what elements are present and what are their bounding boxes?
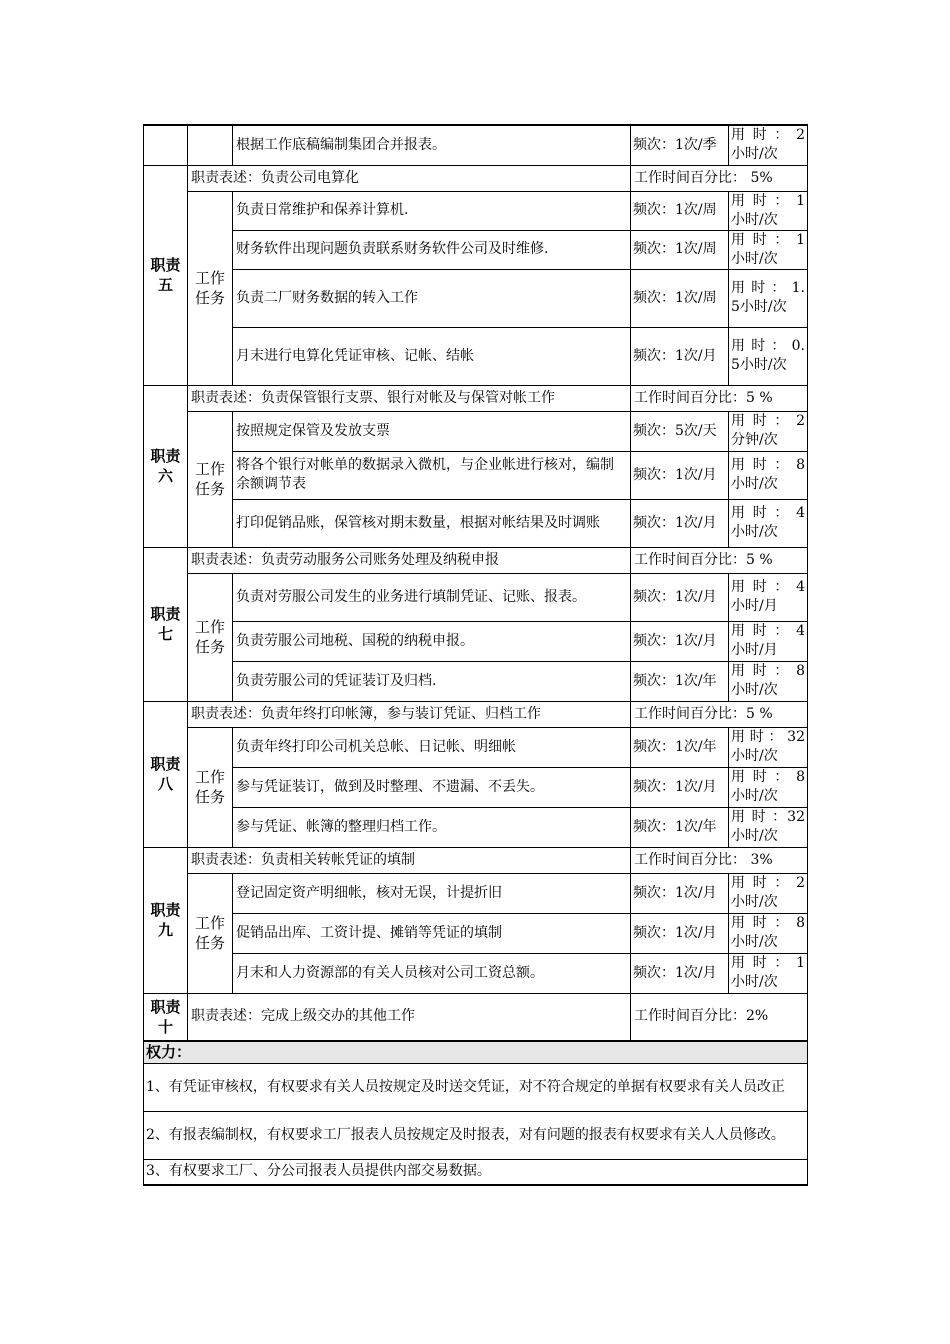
task-duration: 用 时 ： 2 分钟/次 [729, 411, 808, 451]
power-item: 2、有报表编制权，有权要求工厂报表人员按规定及时报表，对有问题的报表有权要求有关人人员修改。 [144, 1111, 808, 1159]
list-item [144, 1063, 808, 1111]
table-row [144, 661, 808, 701]
task-frequency: 频次：5次/天 [631, 411, 729, 451]
task-frequency: 频次：1次/月 [631, 953, 729, 993]
table-row [144, 953, 808, 993]
task-duration: 用 时 ： 8 小时/次 [729, 913, 808, 953]
duty-description: 职责表述：负责劳动服务公司账务处理及纳税申报 [188, 547, 631, 573]
task-duration: 用 时 ： 2 小时/次 [729, 125, 808, 165]
duties-table [143, 124, 808, 1186]
task-duration: 用 时 ： 0.5小时/次 [729, 327, 808, 385]
task-label: 工作任务 [188, 727, 233, 847]
task-duration: 用 时 ：32 小时/次 [729, 807, 808, 847]
task-duration: 用 时 ： 1 小时/次 [729, 191, 808, 230]
duty-description: 职责表述：负责公司电算化 [188, 165, 631, 191]
task-text: 参与凭证、帐簿的整理归档工作。 [233, 807, 631, 847]
task-text: 打印促销品账，保管核对期末数量，根据对帐结果及时调账 [233, 499, 631, 547]
task-frequency: 频次：1次/月 [631, 913, 729, 953]
task-duration: 用 时 ： 8 小时/次 [729, 661, 808, 701]
duty-time-percent: 工作时间百分比：5 % [631, 547, 808, 573]
table-row [144, 767, 808, 807]
duty-time-percent: 工作时间百分比：5 % [631, 385, 808, 411]
task-frequency: 频次：1次/月 [631, 451, 729, 499]
task-frequency: 频次：1次/年 [631, 661, 729, 701]
table-row [144, 807, 808, 847]
task-label: 工作任务 [188, 191, 233, 385]
task-label: 工作任务 [188, 573, 233, 701]
duty-description: 职责表述：完成上级交办的其他工作 [188, 993, 631, 1041]
task-frequency: 频次：1次/月 [631, 767, 729, 807]
table-row [144, 499, 808, 547]
task-duration: 用 时 ： 1 小时/次 [729, 230, 808, 269]
task-text: 财务软件出现问题负责联系财务软件公司及时维修. [233, 230, 631, 269]
power-title: 权力： [144, 1041, 808, 1063]
task-text: 登记固定资产明细帐，核对无误，计提折旧 [233, 873, 631, 913]
table-row [144, 451, 808, 499]
task-frequency: 频次：1次/月 [631, 621, 729, 661]
table-row [144, 873, 808, 913]
table-row [144, 411, 808, 451]
duty-summary-row [144, 547, 808, 573]
task-text: 负责劳服公司的凭证装订及归档. [233, 661, 631, 701]
task-frequency: 频次：1次/月 [631, 499, 729, 547]
duty-title: 职责十 [144, 993, 188, 1041]
duty-summary-row [144, 847, 808, 873]
power-header-row [144, 1041, 808, 1063]
task-label: 工作任务 [188, 873, 233, 993]
power-item: 3、有权要求工厂、分公司报表人员提供内部交易数据。 [144, 1159, 808, 1185]
task-text: 根据工作底稿编制集团合并报表。 [233, 125, 631, 165]
duty-summary-row [144, 701, 808, 727]
power-item: 1、有凭证审核权，有权要求有关人员按规定及时送交凭证，对不符合规定的单据有权要求有关人员改正 [144, 1063, 808, 1111]
duty-title: 职责六 [144, 385, 188, 547]
table-row [144, 269, 808, 327]
task-frequency: 频次：1次/年 [631, 807, 729, 847]
table-row [144, 621, 808, 661]
task-text: 月末和人力资源部的有关人员核对公司工资总额。 [233, 953, 631, 993]
duty-title: 职责八 [144, 701, 188, 847]
duty-title: 职责七 [144, 547, 188, 701]
task-text: 将各个银行对帐单的数据录入微机，与企业帐进行核对，编制余额调节表 [233, 451, 631, 499]
task-text: 负责年终打印公司机关总帐、日记帐、明细帐 [233, 727, 631, 767]
duty-title: 职责五 [144, 165, 188, 385]
task-label-cell [188, 125, 233, 165]
table-row [144, 727, 808, 767]
duty-summary-row [144, 165, 808, 191]
table-row [144, 573, 808, 621]
duty-time-percent: 工作时间百分比： 3% [631, 847, 808, 873]
task-label: 工作任务 [188, 411, 233, 547]
task-duration: 用 时 ： 8 小时/次 [729, 451, 808, 499]
task-duration: 用 时 ： 8 小时/次 [729, 767, 808, 807]
duty-title: 职责九 [144, 847, 188, 993]
task-duration: 用 时 ： 1 小时/次 [729, 953, 808, 993]
task-text: 促销品出库、工资计提、摊销等凭证的填制 [233, 913, 631, 953]
duty-header-cell [144, 125, 188, 165]
table-row [144, 230, 808, 269]
list-item [144, 1111, 808, 1159]
duty-description: 职责表述：负责相关转帐凭证的填制 [188, 847, 631, 873]
task-duration: 用 时 ： 4 小时/月 [729, 621, 808, 661]
task-duration: 用 时 ： 1.5小时/次 [729, 269, 808, 327]
duty-summary-row [144, 993, 808, 1041]
task-text: 负责日常维护和保养计算机. [233, 191, 631, 230]
task-text: 按照规定保管及发放支票 [233, 411, 631, 451]
task-text: 负责劳服公司地税、国税的纳税申报。 [233, 621, 631, 661]
task-frequency: 频次：1次/周 [631, 230, 729, 269]
duty-time-percent: 工作时间百分比：5 % [631, 701, 808, 727]
task-frequency: 频次：1次/年 [631, 727, 729, 767]
task-frequency: 频次：1次/季 [631, 125, 729, 165]
task-duration: 用 时 ： 4 小时/次 [729, 499, 808, 547]
duty-description: 职责表述：负责年终打印帐簿，参与装订凭证、归档工作 [188, 701, 631, 727]
task-text: 负责对劳服公司发生的业务进行填制凭证、记账、报表。 [233, 573, 631, 621]
duty-time-percent: 工作时间百分比： 5% [631, 165, 808, 191]
table-row [144, 125, 808, 165]
task-duration: 用 时 ： 4 小时/月 [729, 573, 808, 621]
table-row [144, 913, 808, 953]
task-frequency: 频次：1次/月 [631, 573, 729, 621]
duty-time-percent: 工作时间百分比：2% [631, 993, 808, 1041]
table-row [144, 191, 808, 230]
task-frequency: 频次：1次/月 [631, 327, 729, 385]
task-duration: 用 时 ： 2 小时/次 [729, 873, 808, 913]
table-row [144, 327, 808, 385]
task-duration: 用时：32 小时/次 [729, 727, 808, 767]
task-text: 参与凭证装订，做到及时整理、不遗漏、不丢失。 [233, 767, 631, 807]
duty-description: 职责表述：负责保管银行支票、银行对帐及与保管对帐工作 [188, 385, 631, 411]
list-item [144, 1159, 808, 1185]
task-text: 负责二厂财务数据的转入工作 [233, 269, 631, 327]
duty-summary-row [144, 385, 808, 411]
task-frequency: 频次：1次/月 [631, 873, 729, 913]
task-frequency: 频次：1次/周 [631, 269, 729, 327]
task-frequency: 频次：1次/周 [631, 191, 729, 230]
job-description-sheet [143, 124, 807, 1186]
task-text: 月末进行电算化凭证审核、记帐、结帐 [233, 327, 631, 385]
